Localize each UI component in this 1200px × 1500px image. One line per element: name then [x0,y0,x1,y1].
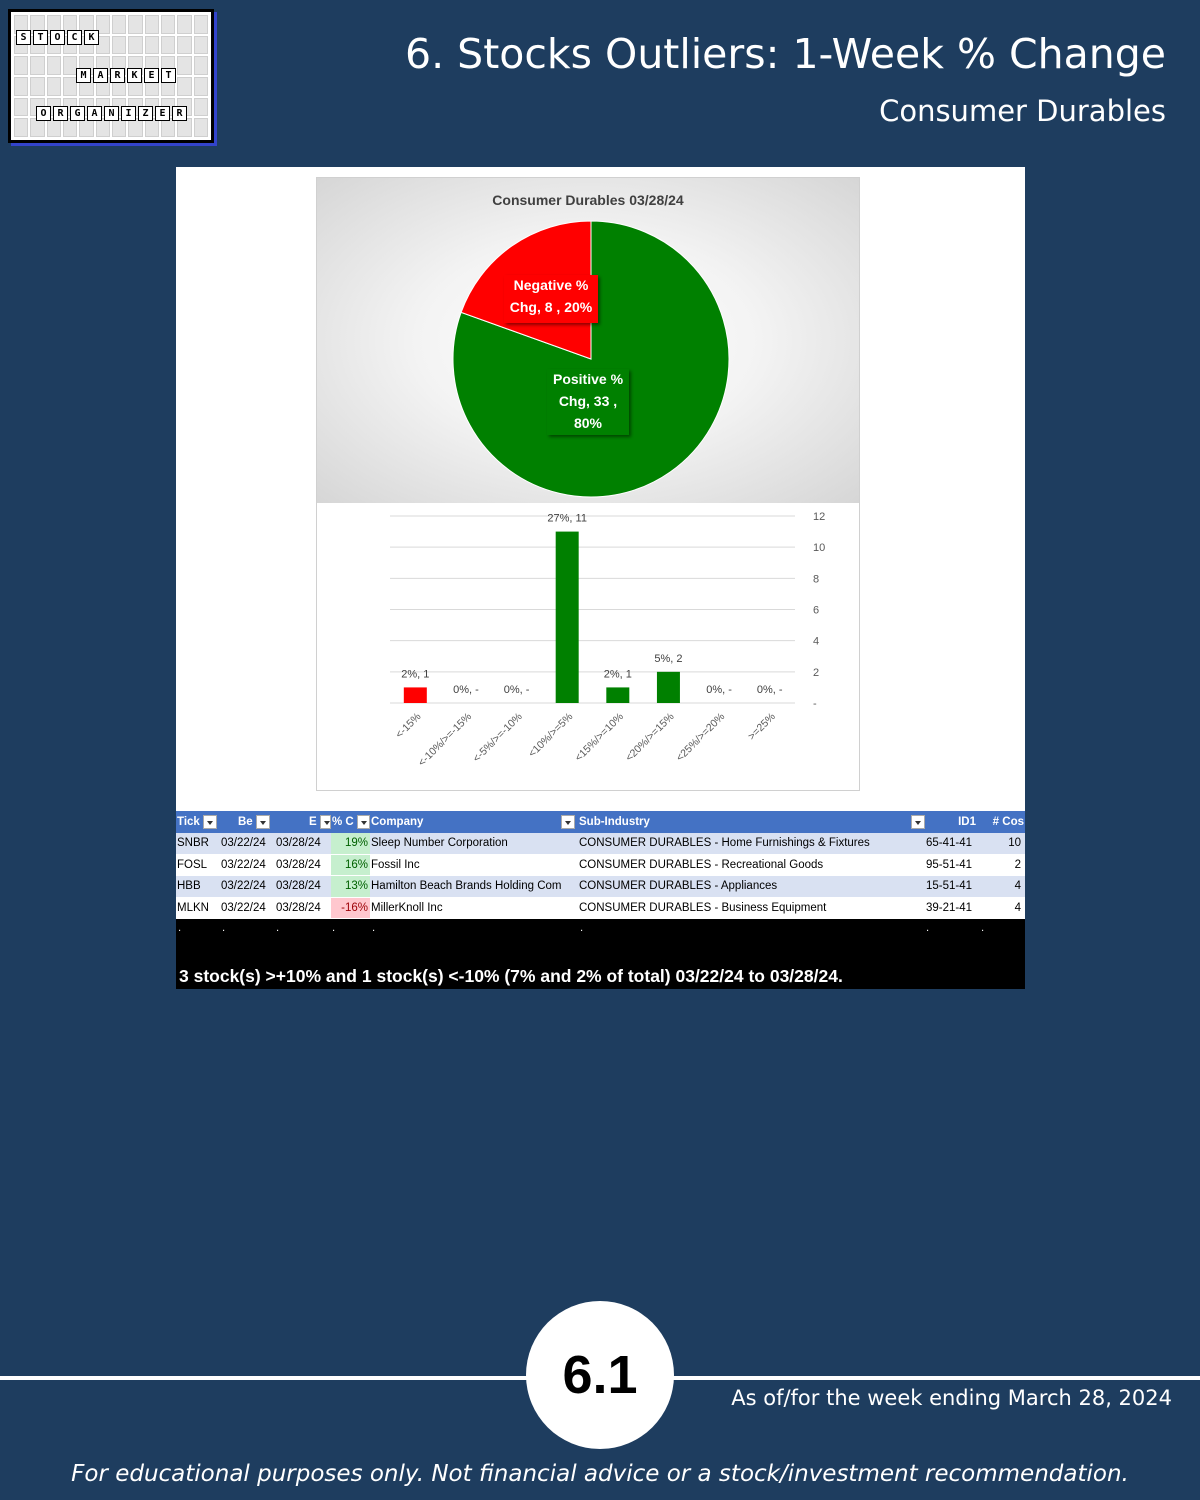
logo-grid-cell [177,118,191,137]
cell-ticker: HBB [177,880,201,893]
logo-grid-cell [14,98,28,117]
cell-begin: 03/22/24 [221,880,266,893]
cell-ticker: FOSL [177,858,208,871]
logo-letter: K [84,30,99,45]
pie-chart-area [317,178,859,503]
logo-grid-cell [161,118,175,137]
logo-word-stock [16,30,99,45]
logo-grid-cell [177,56,191,75]
logo-grid-cell [47,56,61,75]
summary-bar [176,919,1025,989]
table-row[interactable] [176,876,1025,898]
cell-sub-industry: CONSUMER DURABLES - Home Furnishings & Fixtures [579,837,870,850]
logo-letter: R [172,106,187,121]
bar-data-label: 2%, 1 [401,668,430,681]
header-begin[interactable] [238,811,276,833]
logo-grid-cell [30,77,44,96]
filter-dropdown-icon[interactable] [911,815,925,829]
header-company-label: Company [371,816,424,828]
bar-chart [317,503,859,790]
header-begin-label: Be [238,816,253,828]
logo-letter: A [93,68,108,83]
logo-grid-cell [177,77,191,96]
cell-cos: 4 [1014,880,1021,893]
logo-grid-cell [30,118,44,137]
cell-id1: 15-51-41 [925,880,972,893]
header-cos [982,811,1024,833]
cell-pct: 19% [331,833,370,854]
logo-letter: E [144,68,159,83]
cell-begin: 03/22/24 [221,837,266,850]
logo-grid-cell [128,118,142,137]
logo-word-market [76,68,176,83]
cell-pct: 16% [331,855,370,876]
logo-grid-cell [96,118,110,137]
filter-dropdown-icon[interactable] [357,815,370,829]
logo-grid-cell [194,118,208,137]
bar-data-label: 0%, - [503,684,530,696]
bar-data-label: 5%, 2 [654,652,683,665]
logo-grid-cell [194,98,208,117]
table-row[interactable] [176,898,1025,920]
logo-letter: R [53,106,68,121]
header-ticker[interactable] [177,811,219,833]
filter-dropdown-icon[interactable] [203,815,217,829]
header-subindustry-label: Sub-Industry [579,816,650,828]
logo-grid-cell [47,77,61,96]
cell-ticker: MLKN [177,901,209,914]
bar-category-label: <10%/>=5% [526,710,576,760]
pie-data-label: Chg, 8 , 20% [509,299,593,315]
pie-data-label: Negative % [513,277,589,293]
as-of-date: As of/for the week ending March 28, 2024 [731,1386,1172,1410]
logo-grid-cell [177,15,191,34]
cell-sub-industry: CONSUMER DURABLES - Appliances [579,880,778,893]
logo-letter: I [121,106,136,121]
logo [8,9,214,143]
logo-letter: M [76,68,91,83]
bar-0 [404,687,427,703]
bar-data-label: 2%, 1 [603,668,632,681]
pie-chart [317,178,859,503]
logo-grid-cell [128,36,142,55]
bar-ytick-label: 6 [813,604,820,617]
cell-company: Fossil Inc [371,858,420,871]
header-id1-label: ID1 [958,816,976,828]
logo-grid-cell [145,118,159,137]
bar-category-label: <20%/>=15% [623,710,677,764]
section-badge: 6.1 [526,1301,674,1449]
disclaimer: For educational purposes only. Not financial advice or a stock/investment recommendation. [71,1461,1129,1487]
logo-letter: R [110,68,125,83]
logo-letter: A [87,106,102,121]
filter-dropdown-icon[interactable] [320,815,331,829]
summary-text: 3 stock(s) >+10% and 1 stock(s) <-10% (7% and 2% of total) 03/22/24 to 03/28/24. [179,966,843,986]
cell-end: 03/28/24 [276,858,321,871]
bar-data-label: 0%, - [756,684,783,696]
logo-grid-cell [145,15,159,34]
header-ticker-label: Tick [177,816,200,828]
bar-category-label: <-10%/>=-15% [415,710,475,769]
logo-grid-cell [177,36,191,55]
filter-row-dots: . . . . . . . . [178,923,985,934]
pie-chart-title: Consumer Durables 03/28/24 [492,192,684,208]
page-subtitle: Consumer Durables [879,94,1166,128]
outliers-table [176,811,1025,919]
logo-letter: K [127,68,142,83]
logo-grid-cell [194,56,208,75]
cell-company: MillerKnoll Inc [371,901,443,914]
cell-pct: 13% [331,876,370,897]
bar-data-label: 0%, - [453,684,479,696]
logo-letter: E [155,106,170,121]
cell-sub-industry: CONSUMER DURABLES - Recreational Goods [579,858,824,871]
logo-grid-cell [63,118,77,137]
logo-grid-cell [47,118,61,137]
header-subindustry[interactable] [579,811,925,833]
chart-container [316,177,860,791]
bar-category-label: <-15% [393,710,424,741]
cell-end: 03/28/24 [276,880,321,893]
bar-ytick-label: 10 [813,542,826,555]
logo-grid-cell [194,15,208,34]
bar-data-label: 0%, - [706,684,732,696]
logo-letter: S [16,30,31,45]
cell-cos: 2 [1014,858,1021,871]
bar-5 [657,672,680,703]
header-end[interactable] [309,811,331,833]
cell-company: Hamilton Beach Brands Holding Com [371,880,562,893]
logo-word-organizer [36,106,187,121]
logo-grid-cell [79,118,93,137]
logo-letter: Z [138,106,153,121]
filter-dropdown-icon[interactable] [561,815,575,829]
logo-grid-cell [112,118,126,137]
logo-grid-cell [14,77,28,96]
table-row[interactable] [176,855,1025,877]
cell-id1: 39-21-41 [925,901,972,914]
cell-company: Sleep Number Corporation [371,837,508,850]
table-body [176,833,1025,919]
logo-grid-cell [14,56,28,75]
cell-id1: 95-51-41 [925,858,972,871]
logo-letter: G [70,106,85,121]
logo-grid-cell [128,15,142,34]
logo-letter: C [67,30,82,45]
table-header [176,811,1025,833]
bar-3 [556,532,579,703]
logo-letter: T [161,68,176,83]
cell-cos: 4 [1014,901,1021,914]
bar-category-label: <-5%/>=-10% [470,710,525,765]
cell-cos: 10 [1008,837,1021,850]
bar-category-label: <15%/>=10% [572,710,626,764]
cell-id1: 65-41-41 [925,837,972,850]
bar-ytick-label: - [813,698,817,710]
cell-ticker: SNBR [177,837,209,850]
header-pct-label: % C [332,816,354,828]
pie-data-label: Chg, 33 , [558,393,618,409]
logo-letter: T [33,30,48,45]
bar-data-label: 27%, 11 [547,512,587,525]
logo-grid-cell [30,56,44,75]
logo-letter: O [36,106,51,121]
bar-ytick-label: 2 [813,666,820,679]
cell-pct: -16% [331,898,370,919]
bar-ytick-label: 8 [813,573,820,586]
logo-grid-cell [161,36,175,55]
logo-letter: O [50,30,65,45]
header-cos-label: # Cos [992,816,1024,828]
header-pct[interactable] [332,811,370,833]
logo-letter: N [104,106,119,121]
logo-grid-cell [112,15,126,34]
pie-data-label: Positive % [552,371,624,387]
filter-dropdown-icon[interactable] [256,815,270,829]
report-panel [176,167,1025,989]
cell-sub-industry: CONSUMER DURABLES - Business Equipment [579,901,827,914]
cell-begin: 03/22/24 [221,858,266,871]
header-end-label: E [309,816,317,828]
cell-end: 03/28/24 [276,901,321,914]
table-row[interactable] [176,833,1025,855]
header-company[interactable] [371,811,575,833]
bar-category-label: <25%/>=20% [673,710,728,764]
logo-grid-cell [145,36,159,55]
logo-grid-cell [112,36,126,55]
logo-grid-cell [161,15,175,34]
bar-4 [606,687,629,703]
logo-grid-cell [14,118,28,137]
cell-end: 03/28/24 [276,837,321,850]
bar-ytick-label: 12 [813,511,826,523]
bar-category-label: >=25% [745,710,778,743]
logo-grid-cell [194,36,208,55]
page-title: 6. Stocks Outliers: 1-Week % Change [405,30,1166,78]
cell-begin: 03/22/24 [221,901,266,914]
bar-ytick-label: 4 [813,635,820,648]
pie-data-label: 80% [573,415,603,431]
header-id1 [936,811,976,833]
logo-grid-cell [194,77,208,96]
